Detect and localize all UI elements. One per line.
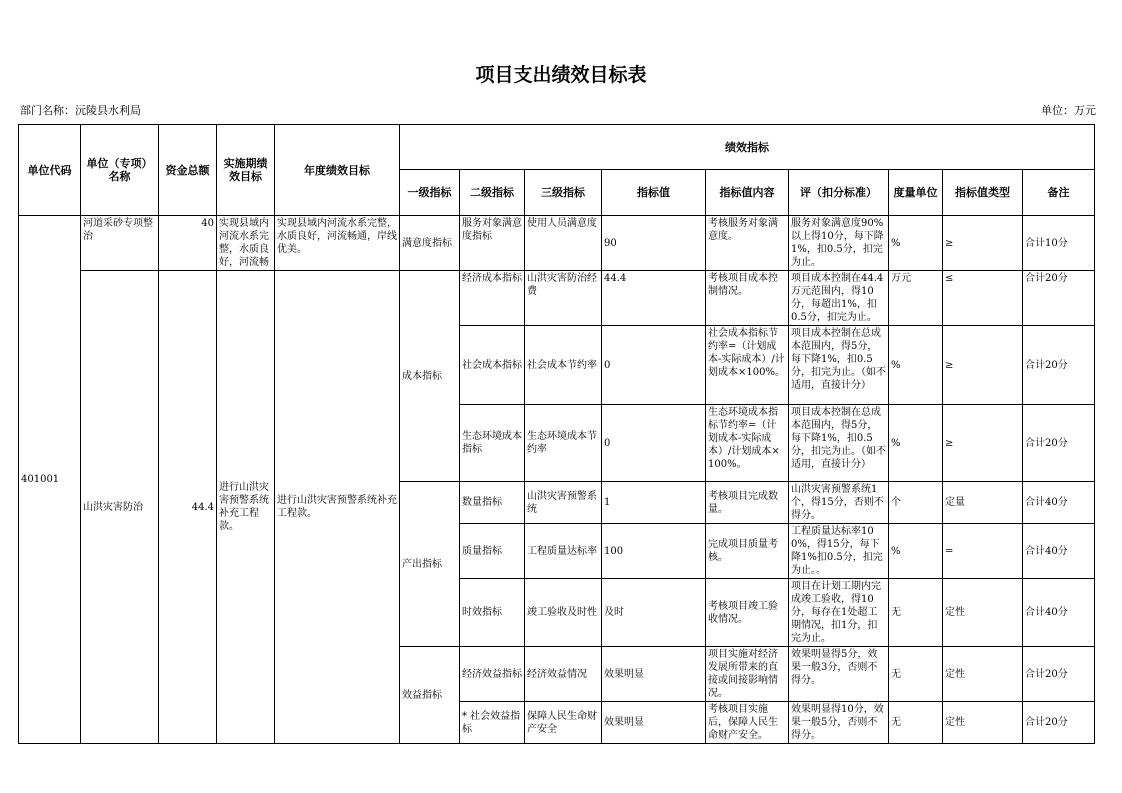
header-level2: 二级指标	[460, 170, 525, 216]
value-cell: 效果明显	[602, 647, 706, 702]
measure-cell: %	[889, 405, 943, 482]
score-cell: 工程质量达标率100%，得15分，每下降1%扣0.5分，扣完为止。。	[789, 524, 889, 579]
value-cell: 0	[602, 326, 706, 405]
measure-cell: %	[889, 326, 943, 405]
level3-cell: 保障人民生命财产安全	[525, 702, 602, 744]
annual-goal-cell: 进行山洪灾害预警系统补充工程款。	[275, 271, 400, 744]
level1-cell: 满意度指标	[400, 216, 460, 271]
level2-cell: 数量指标	[460, 482, 525, 524]
type-cell: =	[943, 524, 1023, 579]
level2-cell: * 社会效益指标	[460, 702, 525, 744]
measure-cell: 无	[889, 579, 943, 647]
level1-cell: 成本指标	[400, 271, 460, 482]
type-cell: 定量	[943, 482, 1023, 524]
header-fund-total: 资金总额	[159, 125, 217, 216]
fund-cell: 40	[159, 216, 217, 271]
score-cell: 项目成本控制在44.4万元范围内，得10分，每超出1%，扣0.5分，扣完为止。	[789, 271, 889, 326]
header-performance-indicators: 绩效指标	[400, 125, 1095, 170]
unit-code-cell: 401001	[19, 216, 81, 744]
score-cell: 项目成本控制在总成本范围内，得5分，每下降1%，扣0.5分，扣完为止。（如不适用，直接计分）	[789, 405, 889, 482]
note-cell: 合计20分	[1023, 405, 1095, 482]
note-cell: 合计20分	[1023, 702, 1095, 744]
score-cell: 山洪灾害预警系统1个，得15分，否则不得分。	[789, 482, 889, 524]
fund-cell: 44.4	[159, 271, 217, 744]
level3-cell: 社会成本节约率	[525, 326, 602, 405]
content-cell: 考核项目竣工验收情况。	[706, 579, 789, 647]
table-row	[19, 271, 1095, 326]
page-title: 项目支出绩效目标表	[475, 64, 647, 86]
table-row	[19, 216, 1095, 271]
project-name-cell: 山洪灾害防治	[81, 271, 159, 744]
measure-cell: 无	[889, 647, 943, 702]
type-cell: 定性	[943, 579, 1023, 647]
value-cell: 1	[602, 482, 706, 524]
content-cell: 项目实施对经济发展所带来的直接或间接影响情况。	[706, 647, 789, 702]
department-name: 部门名称：沅陵县水利局	[20, 104, 141, 117]
content-cell: 社会成本指标节约率=（计划成本-实际成本）/计划成本×100%。	[706, 326, 789, 405]
value-cell: 效果明显	[602, 702, 706, 744]
header-value-type: 指标值类型	[943, 170, 1023, 216]
measure-cell: 无	[889, 702, 943, 744]
period-goal-text: 实现县域内河流水系完整，水质良好，河流畅	[219, 218, 269, 268]
level3-cell: 经济效益情况	[525, 647, 602, 702]
type-cell: ≥	[943, 326, 1023, 405]
level2-cell: 经济效益指标	[460, 647, 525, 702]
header-note: 备注	[1023, 170, 1095, 216]
level3-cell: 工程质量达标率	[525, 524, 602, 579]
content-cell: 考核项目完成数量。	[706, 482, 789, 524]
level3-cell: 生态环境成本节约率	[525, 405, 602, 482]
note-cell: 合计20分	[1023, 647, 1095, 702]
measure-cell: 万元	[889, 271, 943, 326]
level3-cell: 山洪灾害防治经费	[525, 271, 602, 326]
note-cell: 合计40分	[1023, 524, 1095, 579]
type-cell: 定性	[943, 702, 1023, 744]
header-unit-code: 单位代码	[19, 125, 81, 216]
header-value-content: 指标值内容	[706, 170, 789, 216]
note-cell: 合计20分	[1023, 271, 1095, 326]
value-cell: 100	[602, 524, 706, 579]
currency-unit: 单位：万元	[1041, 104, 1096, 117]
header-level3: 三级指标	[525, 170, 602, 216]
content-cell: 考核项目成本控制情况。	[706, 271, 789, 326]
value-cell: 90	[602, 216, 706, 271]
header-annual-goal: 年度绩效目标	[275, 125, 400, 216]
level2-cell: 时效指标	[460, 579, 525, 647]
value-cell: 44.4	[602, 271, 706, 326]
content-cell: 完成项目质量考核。	[706, 524, 789, 579]
score-cell: 效果明显得10分，效果一般5分，否则不得分。	[789, 702, 889, 744]
value-cell: 0	[602, 405, 706, 482]
measure-cell: %	[889, 216, 943, 271]
note-cell: 合计40分	[1023, 579, 1095, 647]
score-cell: 服务对象满意度90%以上得10分，每下降1%，扣0.5分，扣完为止。	[789, 216, 889, 271]
score-cell: 项目成本控制在总成本范围内，得5分，每下降1%，扣0.5分，扣完为止。（如不适用，直接计分）	[789, 326, 889, 405]
level1-cell: 效益指标	[400, 647, 460, 744]
measure-cell: 个	[889, 482, 943, 524]
level2-cell: 质量指标	[460, 524, 525, 579]
score-cell: 项目在计划工期内完成竣工验收，得10分，每存在1处超工期情况，扣1分，扣完为止。	[789, 579, 889, 647]
annual-goal-cell: 实现县域内河流水系完整，水质良好，河流畅通，岸线优美。	[275, 216, 400, 271]
note-cell: 合计20分	[1023, 326, 1095, 405]
note-cell: 合计10分	[1023, 216, 1095, 271]
level2-cell: 经济成本指标	[460, 271, 525, 326]
period-goal-cell: 进行山洪灾害预警系统补充工程款。	[217, 271, 275, 744]
project-name-cell: 河道采砂专项整治	[81, 216, 159, 271]
score-cell: 效果明显得5分，效果一般3分，否则不得分。	[789, 647, 889, 702]
level3-cell: 使用人员满意度	[525, 216, 602, 271]
type-cell: ≤	[943, 271, 1023, 326]
level2-cell: 社会成本指标	[460, 326, 525, 405]
type-cell: ≥	[943, 405, 1023, 482]
content-cell: 考核项目实施后，保障人民生命财产安全。	[706, 702, 789, 744]
level1-cell: 产出指标	[400, 482, 460, 647]
header-value: 指标值	[602, 170, 706, 216]
period-goal-cell	[217, 216, 275, 271]
value-cell: 及时	[602, 579, 706, 647]
header-period-goal: 实施期绩效目标	[217, 125, 275, 216]
type-cell: ≥	[943, 216, 1023, 271]
header-measure-unit: 度量单位	[889, 170, 943, 216]
header-scoring: 评（扣分标准）	[789, 170, 889, 216]
content-cell: 考核服务对象满意度。	[706, 216, 789, 271]
type-cell: 定性	[943, 647, 1023, 702]
header-unit-name: 单位（专项）名称	[81, 125, 159, 216]
level3-cell: 山洪灾害预警系统	[525, 482, 602, 524]
performance-target-table	[18, 124, 1095, 744]
header-level1: 一级指标	[400, 170, 460, 216]
note-cell: 合计40分	[1023, 482, 1095, 524]
level2-cell: 生态环境成本指标	[460, 405, 525, 482]
measure-cell: %	[889, 524, 943, 579]
level2-cell: 服务对象满意度指标	[460, 216, 525, 271]
content-cell: 生态环境成本指标节约率=（计划成本-实际成本）/计划成本×100%。	[706, 405, 789, 482]
level3-cell: 竣工验收及时性	[525, 579, 602, 647]
